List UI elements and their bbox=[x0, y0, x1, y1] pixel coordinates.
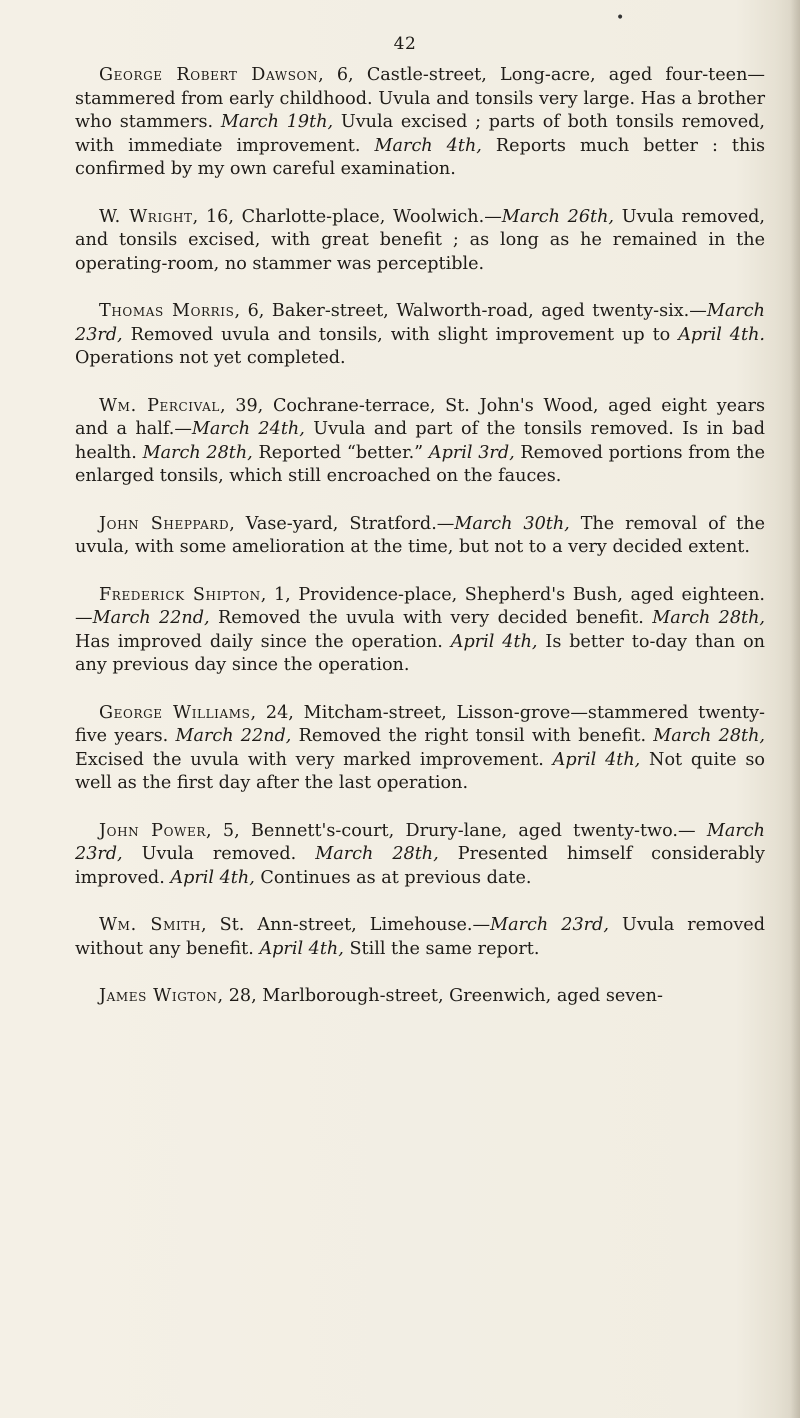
case-text: Presented himself considerably improved. bbox=[75, 844, 765, 888]
case-text: , St. Ann-street, Limehouse.— bbox=[200, 915, 491, 935]
case-entry bbox=[75, 702, 765, 796]
case-date: March 23rd, bbox=[75, 820, 765, 864]
patient-name: John Power bbox=[99, 820, 206, 841]
case-entry bbox=[75, 64, 765, 182]
case-date: April 4th. bbox=[678, 324, 765, 345]
printer-mark: • bbox=[616, 10, 625, 26]
case-text: Removed portions from the enlarged tonsils, which still encroached on the fauces. bbox=[75, 442, 766, 486]
patient-name: Thomas Morris bbox=[99, 301, 235, 321]
case-text: Uvula and part of the tonsils removed. Is in bad health. bbox=[75, 419, 765, 463]
case-text: Uvula removed, and tonsils excised, with great benefit ; as long as he remained in the operating-room, no stammer was perceptible. bbox=[75, 206, 765, 274]
case-text: Removed the right tonsil with benefit. bbox=[291, 726, 654, 746]
patient-name: Wm. Smith bbox=[99, 915, 201, 935]
case-date: March 4th, bbox=[374, 135, 482, 156]
case-entry bbox=[75, 395, 765, 489]
patient-name: W. Wright bbox=[99, 206, 193, 227]
case-date: March 30th, bbox=[454, 513, 570, 534]
case-date: April 3rd, bbox=[428, 442, 515, 463]
case-text: Not quite so well as the first day after the last operation. bbox=[75, 749, 765, 793]
patient-name: Frederick Shipton bbox=[99, 584, 261, 605]
case-date: April 4th, bbox=[170, 867, 255, 888]
case-date: March 28th, bbox=[315, 844, 439, 864]
case-date: March 28th, bbox=[653, 726, 766, 746]
case-text: , Vase-yard, Stratford.— bbox=[229, 513, 455, 534]
case-text: , 28, Marlborough-street, Greenwich, aged seven- bbox=[217, 986, 663, 1006]
case-text: Uvula excised ; parts of both tonsils removed, with immediate improvement. bbox=[75, 112, 765, 156]
case-text: , 39, Cochrane-terrace, St. John's Wood, aged eight years and a half.— bbox=[75, 395, 766, 439]
patient-name: John Sheppard bbox=[99, 513, 230, 534]
case-entry bbox=[75, 206, 765, 277]
case-text: Reports much better : this confirmed by my own careful examination. bbox=[75, 135, 765, 179]
page-edge-shadow bbox=[790, 0, 800, 1418]
case-date: March 24th, bbox=[191, 419, 305, 439]
case-text: Uvula removed. bbox=[122, 844, 316, 864]
case-text: , 6, Baker-street, Walworth-road, aged twenty-six.— bbox=[234, 301, 707, 321]
case-date: April 4th, bbox=[259, 938, 344, 959]
case-text: The removal of the uvula, with some amelioration at the time, but not to a very decided extent. bbox=[75, 513, 765, 557]
patient-name: James Wigton bbox=[99, 986, 218, 1006]
case-date: March 28th, bbox=[652, 608, 766, 628]
case-entry bbox=[75, 584, 765, 678]
case-text: Has improved daily since the operation. bbox=[75, 631, 451, 652]
case-entries bbox=[75, 64, 765, 1009]
case-date: April 4th, bbox=[552, 749, 641, 770]
case-text: , 16, Charlotte-place, Woolwich.— bbox=[192, 206, 502, 227]
case-entry bbox=[75, 985, 765, 1009]
case-text: , 6, Castle-street, Long-acre, aged four-teen—stammered from early childhood. Uvula and tonsils very large. Has a brother who stammers. bbox=[75, 65, 766, 132]
case-text: Operations not yet completed. bbox=[75, 348, 346, 368]
case-text: Continues as at previous date. bbox=[254, 867, 532, 888]
case-text: Removed the uvula with very decided benefit. bbox=[209, 608, 653, 628]
case-date: March 19th, bbox=[220, 112, 334, 132]
page-number: 42 bbox=[393, 34, 417, 54]
case-date: March 23rd, bbox=[75, 301, 765, 345]
case-entry bbox=[75, 300, 765, 371]
case-date: April 4th, bbox=[450, 631, 538, 652]
patient-name: George Robert Dawson bbox=[99, 65, 319, 85]
case-text: , 24, Mitcham-street, Lisson-grove—stammered twenty-five years. bbox=[75, 702, 765, 746]
patient-name: George Williams bbox=[99, 702, 251, 723]
case-date: March 22nd, bbox=[92, 608, 210, 628]
case-text: Excised the uvula with very marked improvement. bbox=[75, 749, 553, 770]
case-entry bbox=[75, 820, 765, 891]
case-date: March 23rd, bbox=[490, 915, 609, 935]
case-date: March 26th, bbox=[501, 206, 615, 227]
case-text: Reported “better.” bbox=[252, 442, 429, 463]
case-date: March 22nd, bbox=[175, 726, 292, 746]
case-text: Is better to-day than on any previous day since the operation. bbox=[75, 631, 765, 675]
case-entry bbox=[75, 513, 765, 560]
case-text: , 5, Bennett's-court, Drury-lane, aged twenty-two.— bbox=[205, 820, 707, 841]
case-text: Still the same report. bbox=[343, 938, 540, 959]
case-text: Uvula removed without any benefit. bbox=[75, 915, 765, 959]
case-text: Removed uvula and tonsils, with slight improvement up to bbox=[122, 324, 679, 345]
case-date: March 28th, bbox=[142, 442, 253, 463]
case-entry bbox=[75, 914, 765, 961]
patient-name: Wm. Percival bbox=[99, 395, 220, 416]
case-text: , 1, Providence-place, Shepherd's Bush, aged eighteen.— bbox=[75, 584, 765, 628]
